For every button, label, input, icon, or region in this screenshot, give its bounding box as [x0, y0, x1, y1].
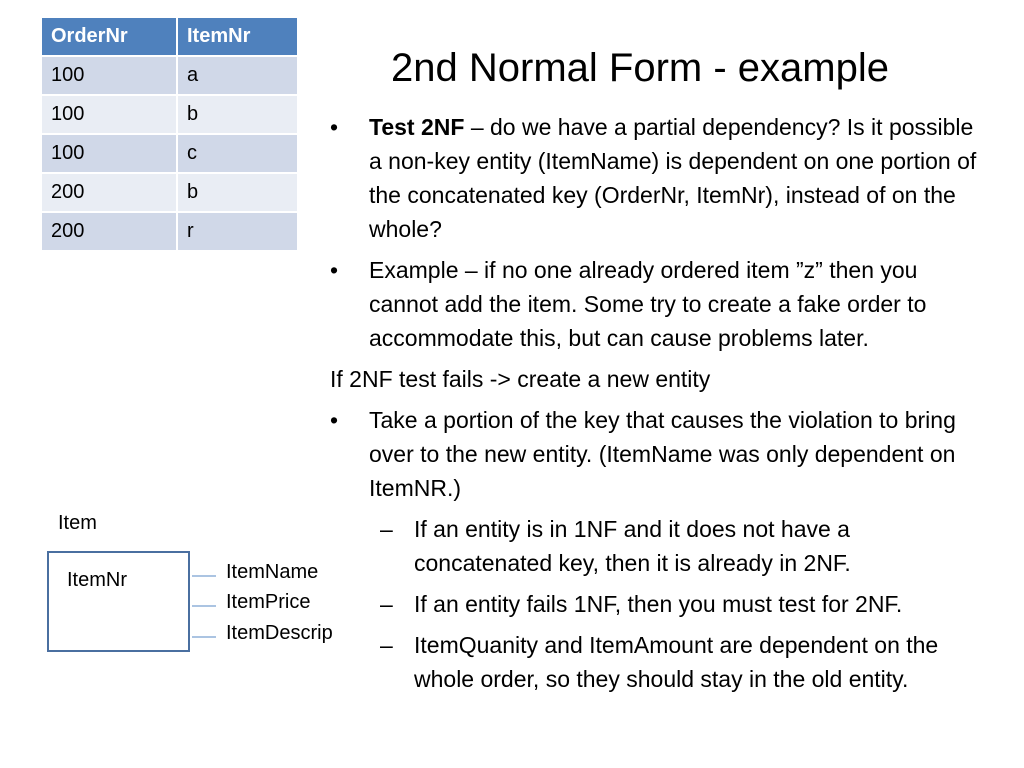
sub-bullet-item: [330, 587, 990, 621]
bullet-marker: •: [330, 407, 339, 433]
dash-marker: –: [380, 591, 393, 617]
entity-box: [47, 551, 190, 652]
bullet-item: [330, 253, 990, 355]
table-row: [41, 56, 298, 95]
bullet-text: Example – if no one already ordered item ”z” then you cannot add the item. Some try to create a fake order to accommodate this, but can cause problems later.: [369, 257, 927, 351]
table-cell: c: [177, 134, 298, 173]
bullet-bold-term: Test 2NF: [369, 114, 465, 140]
table-cell: 100: [41, 56, 177, 95]
table-row: [41, 134, 298, 173]
table-cell: b: [177, 173, 298, 212]
bullet-marker: •: [330, 114, 339, 140]
order-item-table: [40, 16, 299, 252]
table-cell: r: [177, 212, 298, 251]
table-cell: 100: [41, 134, 177, 173]
attribute-itemdescrip: ItemDescrip: [226, 622, 333, 644]
sub-bullet-text: If an entity is in 1NF and it does not have a concatenated key, then it is already in 2NF.: [414, 516, 851, 576]
sub-bullet-text: If an entity fails 1NF, then you must test for 2NF.: [414, 591, 903, 617]
table-cell: 100: [41, 95, 177, 134]
bullet-text: Take a portion of the key that causes the violation to bring over to the new entity. (ItemName was only dependent on ItemNR.): [369, 407, 956, 501]
dash-marker: –: [380, 632, 393, 658]
attribute-itemname: ItemName: [226, 561, 319, 583]
table-cell: 200: [41, 173, 177, 212]
dash-marker: –: [380, 516, 393, 542]
attribute-itemprice: ItemPrice: [226, 591, 311, 613]
entity-name-label: Item: [58, 512, 97, 534]
table-row: [41, 95, 298, 134]
sub-bullet-item: [330, 628, 990, 696]
slide-title: 2nd Normal Form - example: [391, 46, 889, 90]
table-header-row: [41, 17, 298, 56]
column-header-itemnr: ItemNr: [177, 17, 298, 56]
slide-body: [330, 110, 990, 703]
plain-paragraph: If 2NF test fails -> create a new entity: [330, 366, 711, 392]
entity-key-label: ItemNr: [67, 569, 127, 591]
sub-bullet-item: [330, 512, 990, 580]
bullet-item: [330, 110, 990, 246]
table-row: [41, 173, 298, 212]
sub-bullet-text: ItemQuanity and ItemAmount are dependent on the whole order, so they should stay in the old entity.: [414, 632, 939, 692]
table-row: [41, 212, 298, 251]
table-cell: a: [177, 56, 298, 95]
table-cell: b: [177, 95, 298, 134]
bullet-text: – do we have a partial dependency? Is it possible a non-key entity (ItemName) is dependent on one portion of the concatenated key (OrderNr, ItemNr), instead of on the whole?: [369, 114, 977, 242]
table-cell: 200: [41, 212, 177, 251]
column-header-ordernr: OrderNr: [41, 17, 177, 56]
bullet-item: [330, 403, 990, 505]
bullet-marker: •: [330, 257, 339, 283]
